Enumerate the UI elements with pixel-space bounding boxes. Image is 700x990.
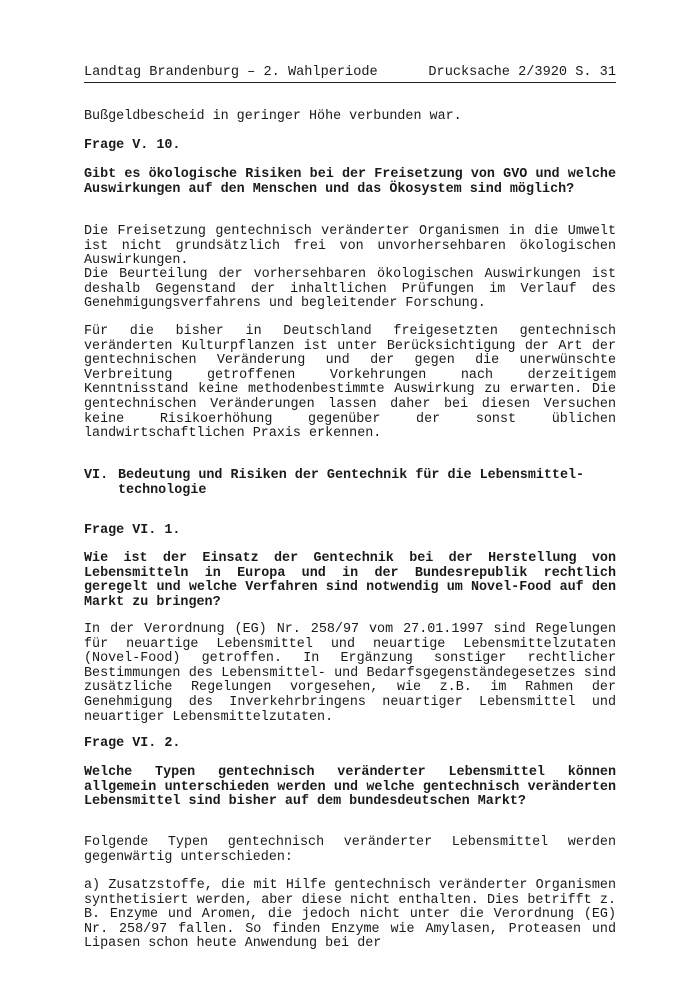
frage-vi1-answer: In der Verordnung (EG) Nr. 258/97 vom 27.01.1997 sind Regelungen für neuartige Lebensmittel und neuartige Lebensmittelzutaten (Novel-Food) getroffen. In Ergänzung sonstiger rechtlicher Bestimmungen des Lebensmittel- und Bedarfsgegenständegesetzes sind zusätzliche Regelungen vorgesehen, wie z.B. im Rahmen der Genehmigung des Inverkehrbringens neuartiger Lebensmittel und neuartiger Lebensmittelzutaten. xyxy=(84,622,616,725)
frage-vi2-answer-1: Folgende Typen gentechnisch veränderter Lebensmittel werden gegenwärtig unterschieden: xyxy=(84,835,616,865)
frage-v10-answer-1: Die Freisetzung gentechnisch veränderter Organismen in die Umwelt ist nicht grundsätzlich frei von unvorhersehbaren ökologischen Auswirkungen. xyxy=(84,224,616,269)
frage-vi2-question: Welche Typen gentechnisch veränderter Lebensmittel können allgemein unterschieden werden und welche gentechnisch veränderten Lebensmittel sind bisher auf dem bundesdeutschen Markt? xyxy=(84,765,616,810)
continuation-text: Bußgeldbescheid in geringer Höhe verbunden war. xyxy=(84,109,462,124)
frage-vi2-answer-2: a) Zusatzstoffe, die mit Hilfe gentechnisch veränderter Organismen synthetisiert werden, aber diese nicht enthalten. Dies betrifft z. B. Enzyme und Aromen, die jedoch nicht unter die Verordnung (EG) Nr. 258/97 fallen. So finden Enzyme wie Amylasen, Proteasen und Lipasen schon heute Anwendung bei der xyxy=(84,878,616,952)
frage-vi1-label: Frage VI. 1. xyxy=(84,523,181,538)
header-docref: Drucksache 2/3920 S. 31 xyxy=(428,65,616,80)
section-vi-number: VI. xyxy=(84,468,109,483)
page-header xyxy=(84,65,616,83)
frage-vi2-label: Frage VI. 2. xyxy=(84,736,181,751)
section-vi-title: Bedeutung und Risiken der Gentechnik für die Lebensmittel-technologie xyxy=(118,468,585,498)
frage-v10-answer-3: Für die bisher in Deutschland freigesetzten gentechnisch veränderten Kulturpflanzen ist unter Berücksichtigung der Art der gentechnischen Veränderung und der gegen die unerwünschte Verbreitung getroffenen Vorkehrungen nach derzeitigem Kenntnisstand keine methodenbestimmte Auswirkung zu erwarten. Die gentechnischen Veränderungen lassen daher bei diesen Versuchen keine Risikoerhöhung gegenüber der sonst üblichen landwirtschaftlichen Praxis erkennen. xyxy=(84,324,616,442)
frage-v10-answer-2: Die Beurteilung der vorhersehbaren ökologischen Auswirkungen ist deshalb Gegenstand der inhaltlichen Prüfungen im Verlauf des Genehmigungsverfahrens und begleitender Forschung. xyxy=(84,267,616,312)
frage-vi1-question: Wie ist der Einsatz der Gentechnik bei der Herstellung von Lebensmitteln in Europa und in der Bundesrepublik rechtlich geregelt und welche Verfahren sind notwendig um Novel-Food auf den Markt zu bringen? xyxy=(84,551,616,610)
frage-v10-label: Frage V. 10. xyxy=(84,138,181,153)
header-title: Landtag Brandenburg – 2. Wahlperiode xyxy=(84,65,378,80)
frage-v10-question: Gibt es ökologische Risiken bei der Freisetzung von GVO und welche Auswirkungen auf den Menschen und das Ökosystem sind möglich? xyxy=(84,167,616,197)
section-vi-heading xyxy=(84,469,616,498)
